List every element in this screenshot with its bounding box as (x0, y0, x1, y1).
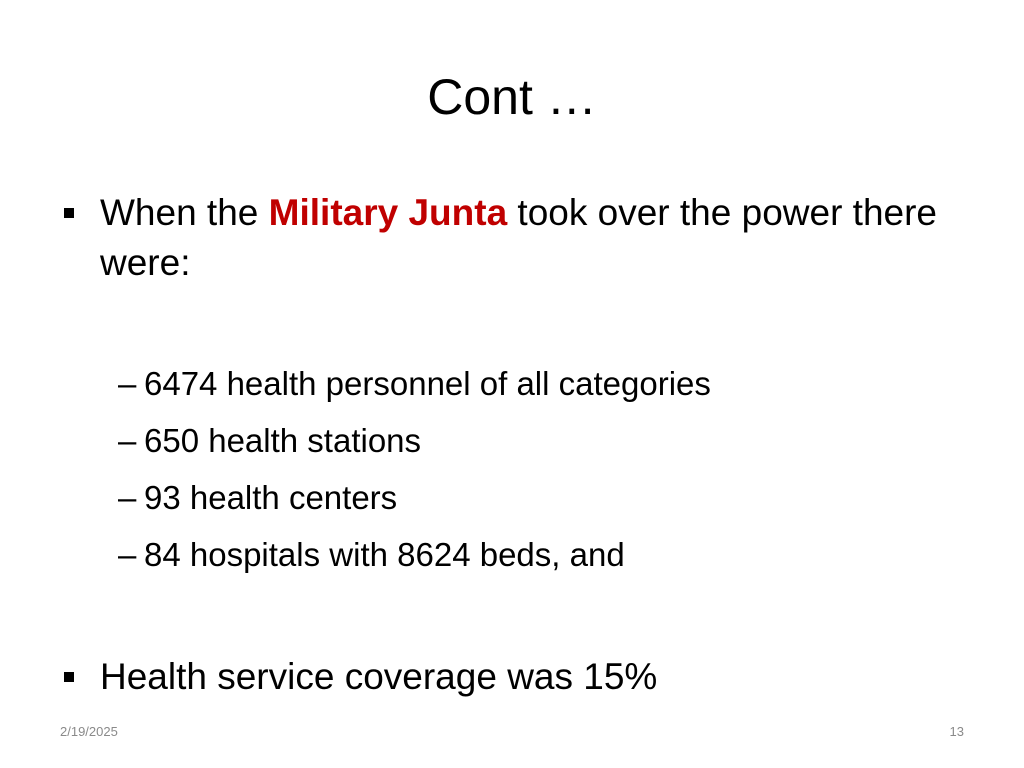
dash-bullet-icon: – (118, 422, 137, 459)
dash-bullet-icon: – (118, 536, 137, 573)
bullet-text-after: took over the power there were: (100, 192, 938, 283)
footer-date: 2/19/2025 (60, 724, 118, 739)
sub-list-item (118, 419, 918, 463)
slide-page-number: 13 (949, 724, 964, 739)
sub-list-item (118, 533, 918, 577)
bullet-item (64, 652, 944, 702)
military-junta-emphasis: Military Junta (268, 192, 508, 233)
bullet-text-before: When the (100, 192, 269, 233)
bullet-item (64, 188, 944, 288)
sub-list-text: 6474 health personnel of all categories (144, 365, 711, 402)
dash-bullet-icon: – (118, 479, 137, 516)
square-bullet-icon (64, 208, 74, 218)
sub-list-item (118, 476, 918, 520)
bullet-text: Health service coverage was 15% (100, 656, 658, 697)
slide-title: Cont … (427, 69, 597, 125)
dash-bullet-icon: – (118, 365, 137, 402)
sub-list-text: 93 health centers (144, 479, 398, 516)
bullet-text (100, 188, 944, 288)
sub-list-text: 84 hospitals with 8624 beds, and (144, 536, 625, 573)
square-bullet-icon (64, 672, 74, 682)
sub-list-item (118, 362, 918, 406)
sub-list-text: 650 health stations (144, 422, 422, 459)
